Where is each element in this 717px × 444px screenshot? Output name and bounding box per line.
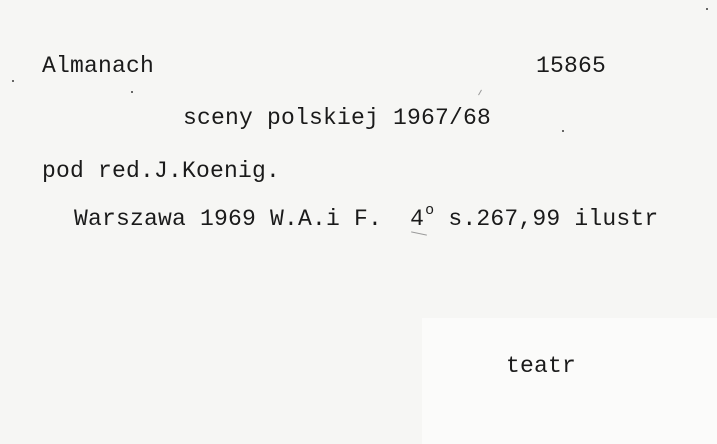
scan-speck [562, 130, 564, 132]
editor-line: pod red.J.Koenig. [42, 158, 281, 184]
imprint-format-mark: o [425, 202, 435, 219]
scan-speck [706, 8, 708, 10]
scan-shade [422, 318, 717, 444]
subject-heading: teatr [506, 353, 577, 379]
scan-speck [131, 91, 133, 93]
catalog-number: 15865 [536, 53, 607, 79]
imprint-line [74, 202, 659, 236]
title-word: Almanach [42, 53, 155, 79]
scan-speck [12, 80, 14, 82]
imprint-format: 4 [410, 206, 425, 232]
pen-mark [478, 90, 482, 96]
imprint-place-year-publisher: Warszawa 1969 W.A.i F. [74, 206, 383, 232]
imprint-extent: s.267,99 ilustr [448, 206, 659, 232]
title-continuation: sceny polskiej 1967/68 [183, 105, 492, 131]
